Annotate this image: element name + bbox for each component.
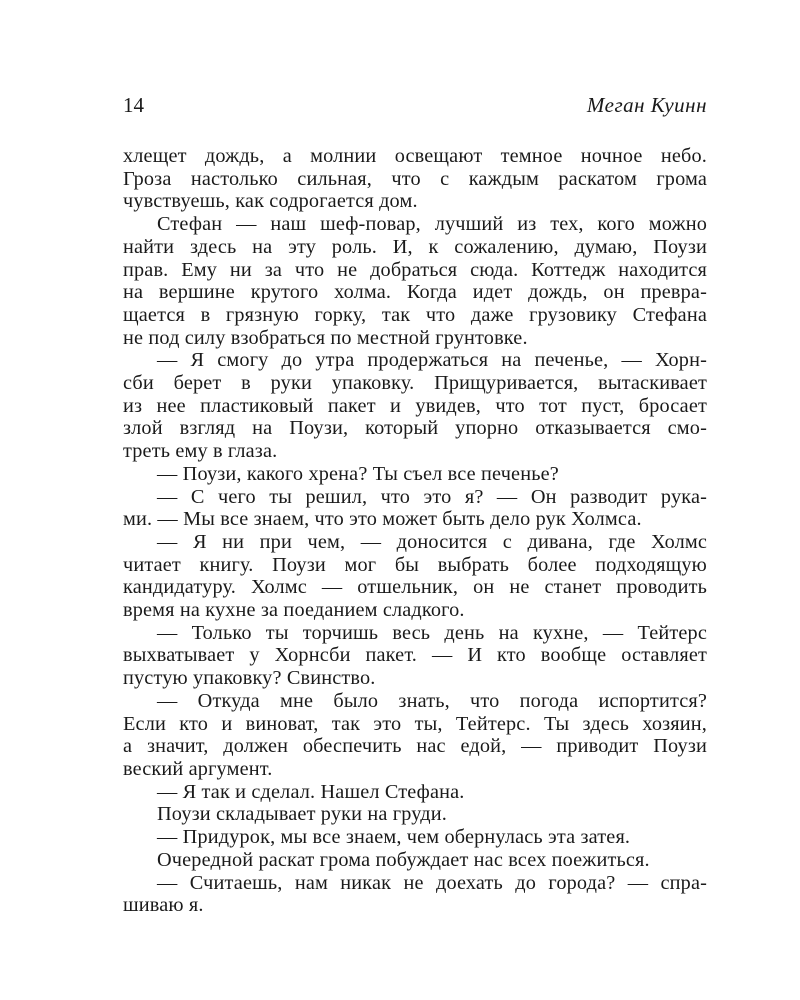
text-line: не под силу взобраться по местной грунтовке.: [123, 326, 528, 349]
text-line: читает книгу. Поузи мог бы выбрать более подходящую: [123, 553, 707, 576]
text-line: — Откуда мне было знать, что погода испортится?: [157, 689, 707, 712]
text-line: щается в грязную горку, так что даже грузовику Стефана: [123, 303, 707, 326]
text-line: хлещет дождь, а молнии освещают темное ночное небо.: [123, 145, 707, 167]
text-line: на вершине крутого холма. Когда идет дождь, он превра-: [123, 281, 707, 304]
text-line: — Поузи, какого хрена? Ты съел все печенье?: [157, 462, 559, 485]
text-line: Очередной раскат грома побуждает нас всех поежиться.: [157, 848, 650, 871]
text-line: сби берет в руки упаковку. Прищуривается, вытаскивает: [123, 372, 707, 395]
text-line: — Я смогу до утра продержаться на печенье, — Хорн-: [157, 349, 707, 372]
text-line: — С чего ты решил, что это я? — Он разводит рука-: [157, 485, 707, 508]
text-line: выхватывает у Хорнсби пакет. — И кто вообще оставляет: [123, 644, 707, 667]
body-text: [123, 145, 707, 917]
text-line: прав. Ему ни за что не добраться сюда. Коттедж находится: [123, 258, 707, 281]
text-line: найти здесь на эту роль. И, к сожалению, думаю, Поузи: [123, 235, 707, 258]
text-line: треть ему в глаза.: [123, 440, 278, 463]
text-line: веский аргумент.: [123, 757, 273, 780]
text-line: Поузи складывает руки на груди.: [157, 803, 447, 826]
text-line: время на кухне за поеданием сладкого.: [123, 599, 465, 622]
text-line: — Считаешь, нам никак не доехать до города? — спра-: [157, 871, 707, 894]
text-line: шиваю я.: [123, 894, 204, 917]
text-line: чувствуешь, как содрогается дом.: [123, 190, 418, 213]
text-line: — Я так и сделал. Нашел Стефана.: [157, 780, 465, 803]
running-head-author: Меган Куинн: [586, 93, 707, 117]
text-line: Гроза настолько сильная, что с каждым раскатом грома: [123, 167, 707, 190]
text-line: ми. — Мы все знаем, что это может быть дело рук Холмса.: [123, 508, 642, 531]
text-line: Если кто и виноват, так это ты, Тейтерс. Ты здесь хозяин,: [123, 712, 707, 735]
text-line: пустую упаковку? Свинство.: [123, 667, 376, 690]
text-line: кандидатуру. Холмс — отшельник, он не станет проводить: [123, 576, 707, 599]
text-line: Стефан — наш шеф-повар, лучший из тех, кого можно: [157, 213, 707, 236]
text-line: злой взгляд на Поузи, который упорно отказывается смо-: [123, 417, 707, 440]
text-line: из нее пластиковый пакет и увидев, что тот пуст, бросает: [123, 394, 707, 417]
page-header: [123, 91, 707, 119]
text-line: — Только ты торчишь весь день на кухне, — Тейтерс: [157, 621, 707, 644]
text-line: а значит, должен обеспечить нас едой, — приводит Поузи: [123, 735, 707, 758]
text-line: — Я ни при чем, — доносится с дивана, где Холмс: [157, 530, 707, 553]
text-line: — Придурок, мы все знаем, чем обернулась эта затея.: [157, 826, 631, 849]
page-number: 14: [123, 93, 144, 117]
